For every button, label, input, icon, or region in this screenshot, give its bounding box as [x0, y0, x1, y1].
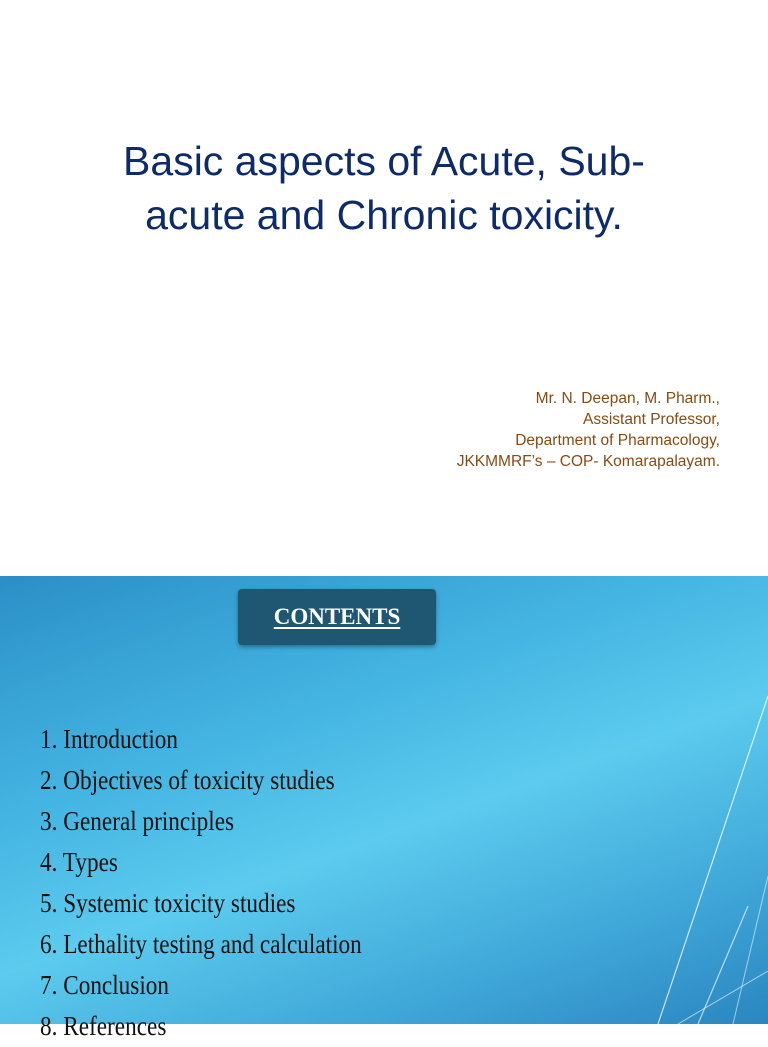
list-item: 8. References — [40, 1011, 167, 1041]
decorative-line — [733, 876, 768, 1024]
author-name: Mr. N. Deepan, M. Pharm., — [535, 390, 720, 407]
list-item: 1. Introduction — [40, 724, 179, 754]
list-item: 6. Lethality testing and calculation — [40, 929, 362, 959]
slide-title-line-2: acute and Chronic toxicity. — [145, 192, 623, 238]
contents-heading-badge — [238, 589, 436, 645]
contents-list — [40, 719, 362, 1047]
list-item: 5. Systemic toxicity studies — [40, 888, 296, 918]
decorative-line — [678, 971, 768, 1024]
author-institution: JKKMMRF’s – COP- Komarapalayam. — [456, 453, 720, 470]
decorative-line — [658, 696, 768, 1024]
contents-slide — [0, 576, 768, 1041]
list-item: 2. Objectives of toxicity studies — [40, 765, 335, 795]
contents-heading: CONTENTS — [273, 604, 401, 629]
slide-title — [60, 134, 708, 242]
decorative-lines — [638, 576, 768, 1024]
slide-title-line-1: Basic aspects of Acute, Sub- — [123, 138, 645, 184]
list-item: 4. Types — [40, 847, 118, 877]
author-info — [457, 388, 720, 472]
list-item: 3. General principles — [40, 806, 235, 836]
author-position: Assistant Professor, — [583, 411, 720, 428]
decorative-line — [698, 906, 748, 1024]
list-item: 7. Conclusion — [40, 970, 170, 1000]
author-department: Department of Pharmacology, — [515, 432, 720, 449]
